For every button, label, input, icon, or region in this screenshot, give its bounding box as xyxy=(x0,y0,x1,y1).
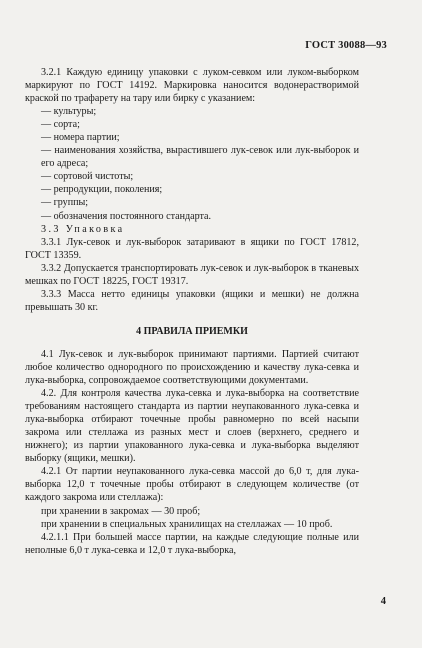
list-item: — номера партии; xyxy=(41,132,120,144)
list-item: — репродукции, поколения; xyxy=(41,184,163,196)
list-item: — группы; xyxy=(41,197,89,209)
paragraph-3-3-1: 3.3.1 Лук-севок и лук-выборок затаривают в ящики по ГОСТ 17812, ГОСТ 13359. xyxy=(25,236,359,261)
page-body xyxy=(25,66,359,557)
subsection-3-3-heading: 3.3 Упаковка xyxy=(41,223,125,235)
paragraph-3-3-2: 3.3.2 Допускается транспортировать лук-севок и лук-выборок в тканевых мешках по ГОСТ 18225, ГОСТ 19317. xyxy=(25,262,359,287)
paragraph-4-2: 4.2. Для контроля качества лука-севка и лука-выборка на соответствие требованиям настоящего стандарта из партии неупакованного лука-севка и лука-выборка отбирают точечные пробы равномерно по всей насыпи закрома или стеллажа из разных мест и слоев (верхнего, среднего и нижнего); из партии упакованного лука-севка и лука-выборка выделяют выборку (ящики, мешки). xyxy=(25,388,359,465)
paragraph-4-1: 4.1 Лук-севок и лук-выборок принимают партиями. Партией считают любое количество однородного по происхождению и качеству лука-севка и лука-выборка, сопровождаемое соответствующими документами. xyxy=(25,348,359,387)
condition-line: при хранении в специальных хранилищах на стеллажах — 10 проб. xyxy=(41,518,333,530)
paragraph-4-2-1-1: 4.2.1.1 При большей массе партии, на каждые следующие полные или неполные 6,0 т лука-севка и 12,0 т лука-выборка, xyxy=(25,531,359,556)
paragraph-3-2-1: 3.2.1 Каждую единицу упаковки с луком-севком или луком-выборком маркируют по ГОСТ 14192. Маркировка наносится водонерастворимой краской по трафарету на тару или бирку с указанием: xyxy=(25,67,359,105)
condition-line: при хранении в закромах — 30 проб; xyxy=(41,505,201,517)
paragraph-3-3-3: 3.3.3 Масса нетто единицы упаковки (ящики и мешки) не должна превышать 30 кг. xyxy=(25,288,359,313)
section-4-title: 4 ПРАВИЛА ПРИЕМКИ xyxy=(136,325,248,337)
list-item: — обозначения постоянного стандарта. xyxy=(41,210,212,222)
page-number: 4 xyxy=(380,596,386,607)
paragraph-4-2-1: 4.2.1 От партии неупакованного лука-севка массой до 6,0 т, для лука-выборка 12,0 т точечные пробы отбирают в следующем количестве (от каждого закрома или стеллажа): xyxy=(25,466,359,504)
list-item: — наименования хозяйства, вырастившего лук-севок или лук-выборок и его адреса; xyxy=(41,145,359,170)
standard-code-header: ГОСТ 30088—93 xyxy=(305,40,387,51)
list-item: — культуры; xyxy=(41,106,97,118)
list-item: — сортовой чистоты; xyxy=(41,171,134,183)
list-item: — сорта; xyxy=(41,119,80,131)
